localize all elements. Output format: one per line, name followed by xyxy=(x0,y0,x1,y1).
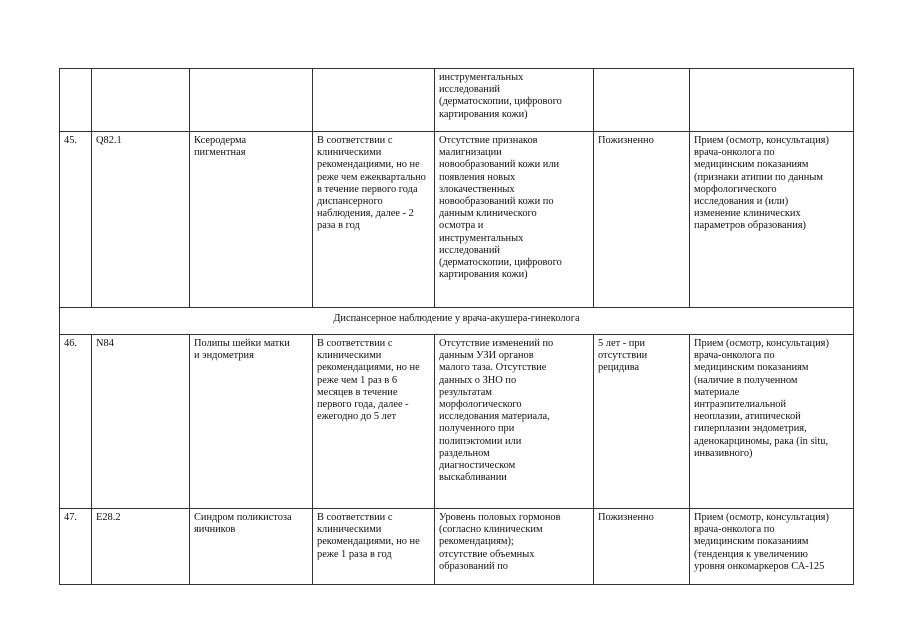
frequency-cell xyxy=(313,69,435,132)
row-number-cell: 47. xyxy=(60,509,92,585)
frequency-cell: В соответствии с клиническими рекомендациями, но не реже чем 1 раз в 6 месяцев в течение первого года, далее - ежегодно до 5 лет xyxy=(313,335,435,509)
referral-cell: Прием (осмотр, консультация) врача-онколога по медицинским показаниям (признаки атипии по данным морфологического исследования и (или) изменение клинических параметров образования) xyxy=(690,132,854,308)
disease-name-cell xyxy=(190,69,313,132)
duration-cell: Пожизненно xyxy=(594,132,690,308)
criteria-cell: Уровень половых гормонов (согласно клиническим рекомендациям); отсутствие объемных образований по xyxy=(435,509,594,585)
section-header-row xyxy=(60,308,854,335)
referral-cell: Прием (осмотр, консультация) врача-онколога по медицинским показаниям (наличие в полученном материале интраэпителиальной неоплазии, атипической гиперплазии эндометрия, аденокарциномы, рака (in situ, инвазивного) xyxy=(690,335,854,509)
disease-name-cell: Синдром поликистоза яичников xyxy=(190,509,313,585)
medical-observation-table xyxy=(59,68,854,585)
duration-cell xyxy=(594,69,690,132)
icd-code-cell: Q82.1 xyxy=(92,132,190,308)
icd-code-cell: E28.2 xyxy=(92,509,190,585)
disease-name-cell: Полипы шейки матки и эндометрия xyxy=(190,335,313,509)
frequency-cell: В соответствии с клиническими рекомендациями, но не реже чем ежеквартально в течение первого года диспансерного наблюдения, далее - 2 раза в год xyxy=(313,132,435,308)
table-row xyxy=(60,132,854,308)
icd-code-cell: N84 xyxy=(92,335,190,509)
row-number-cell: 46. xyxy=(60,335,92,509)
disease-name-cell: Ксеродерма пигментная xyxy=(190,132,313,308)
duration-cell: Пожизненно xyxy=(594,509,690,585)
table-row xyxy=(60,69,854,132)
table-row xyxy=(60,509,854,585)
table-row xyxy=(60,335,854,509)
row-number-cell: 45. xyxy=(60,132,92,308)
criteria-cell: Отсутствие изменений по данным УЗИ органов малого таза. Отсутствие данных о ЗНО по результатам морфологического исследования материала, полученного при полипэктомии или раздельном диагностическом выскабливании xyxy=(435,335,594,509)
row-number-cell xyxy=(60,69,92,132)
frequency-cell: В соответствии с клиническими рекомендациями, но не реже 1 раза в год xyxy=(313,509,435,585)
section-title: Диспансерное наблюдение у врача-акушера-гинеколога xyxy=(60,308,854,335)
icd-code-cell xyxy=(92,69,190,132)
referral-cell: Прием (осмотр, консультация) врача-онколога по медицинским показаниям (тенденция к увеличению уровня онкомаркеров СА-125 xyxy=(690,509,854,585)
criteria-cell: Отсутствие признаков малигнизации новообразований кожи или появления новых злокачественных новообразований кожи по данным клинического осмотра и инструментальных исследований (дерматоскопии, цифрового картирования кожи) xyxy=(435,132,594,308)
referral-cell xyxy=(690,69,854,132)
criteria-cell: инструментальных исследований (дерматоскопии, цифрового картирования кожи) xyxy=(435,69,594,132)
duration-cell: 5 лет - при отсутствии рецидива xyxy=(594,335,690,509)
